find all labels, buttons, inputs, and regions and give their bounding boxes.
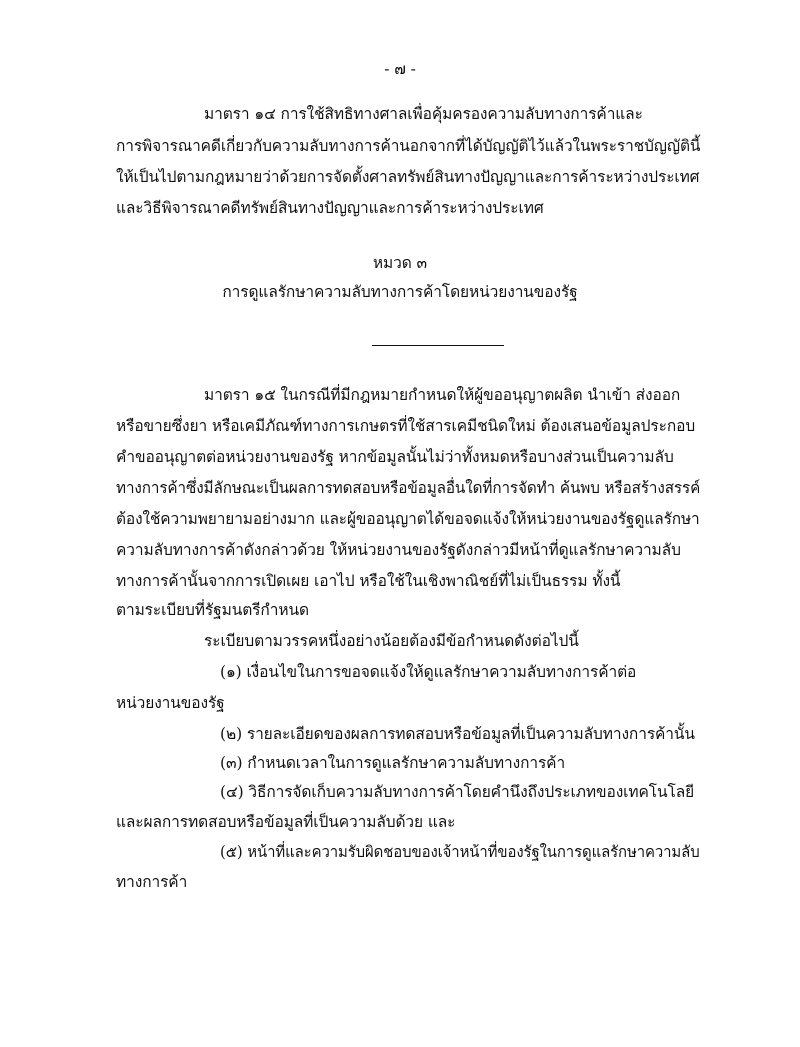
list-item-5-cont: ทางการค้า — [116, 873, 188, 891]
section-14-line: ให้เป็นไปตามกฎหมายว่าด้วยการจัดตั้งศาลทรัพย์สินทางปัญญาและการค้าระหว่างประเทศ — [116, 168, 700, 186]
list-item-4-cont: และผลการทดสอบหรือข้อมูลที่เป็นความลับด้วย และ — [116, 813, 456, 831]
list-item-4: (๔) วิธีการจัดเก็บความลับทางการค้าโดยคำนึงถึงประเภทของเทคโนโลยี — [220, 783, 695, 801]
section-14-line: และวิธีพิจารณาคดีทรัพย์สินทางปัญญาและการค้าระหว่างประเทศ — [116, 199, 544, 217]
section-14-line: การพิจารณาคดีเกี่ยวกับความลับทางการค้านอกจากที่ได้บัญญัติไว้แล้วในพระราชบัญญัตินี้ — [116, 137, 701, 155]
section-15-paragraph: ระเบียบตามวรรคหนึ่งอย่างน้อยต้องมีข้อกำหนดดังต่อไปนี้ — [204, 632, 579, 650]
section-15-line: ความลับทางการค้าดังกล่าวด้วย ให้หน่วยงานของรัฐดังกล่าวมีหน้าที่ดูแลรักษาความลับ — [116, 541, 681, 559]
list-item-1-cont: หน่วยงานของรัฐ — [116, 694, 225, 712]
section-15-line: ทางการค้าซึ่งมีลักษณะเป็นผลการทดสอบหรือข้อมูลอื่นใดที่การจัดทำ ค้นพบ หรือสร้างสรรค์ — [116, 479, 701, 497]
section-15-line: หรือขายซึ่งยา หรือเคมีภัณฑ์ทางการเกษตรที่ใช้สารเคมีชนิดใหม่ ต้องเสนอข้อมูลประกอบ — [116, 417, 696, 435]
section-15-line: คำขออนุญาตต่อหน่วยงานของรัฐ หากข้อมูลนั้นไม่ว่าทั้งหมดหรือบางส่วนเป็นความลับ — [116, 448, 674, 466]
section-15-line: มาตรา ๑๕ ในกรณีที่มีกฎหมายกำหนดให้ผู้ขออนุญาตผลิต นำเข้า ส่งออก — [204, 386, 681, 404]
section-14-line: มาตรา ๑๔ การใช้สิทธิทางศาลเพื่อคุ้มครองความลับทางการค้าและ — [204, 105, 643, 123]
section-15-line: ทางการค้านั้นจากการเปิดเผย เอาไป หรือใช้ในเชิงพาณิชย์ที่ไม่เป็นธรรม ทั้งนี้ — [116, 572, 621, 590]
chapter-title: การดูแลรักษาความลับทางการค้าโดยหน่วยงานของรัฐ — [222, 283, 578, 301]
section-15-line: ต้องใช้ความพยายามอย่างมาก และผู้ขออนุญาตได้ขอจดแจ้งให้หน่วยงานของรัฐดูแลรักษา — [116, 510, 700, 528]
heading-divider — [372, 345, 504, 346]
section-15-line: ตามระเบียบที่รัฐมนตรีกำหนด — [116, 601, 309, 619]
list-item-2: (๒) รายละเอียดของผลการทดสอบหรือข้อมูลที่เป็นความลับทางการค้านั้น — [220, 725, 695, 743]
list-item-5: (๕) หน้าที่และความรับผิดชอบของเจ้าหน้าที่ของรัฐในการดูแลรักษาความลับ — [220, 843, 700, 861]
chapter-number: หมวด ๓ — [372, 254, 428, 272]
page-number: - ๗ - — [384, 60, 416, 78]
list-item-1: (๑) เงื่อนไขในการขอจดแจ้งให้ดูแลรักษาความลับทางการค้าต่อ — [220, 663, 637, 681]
list-item-3: (๓) กำหนดเวลาในการดูแลรักษาความลับทางการค้า — [220, 754, 566, 772]
